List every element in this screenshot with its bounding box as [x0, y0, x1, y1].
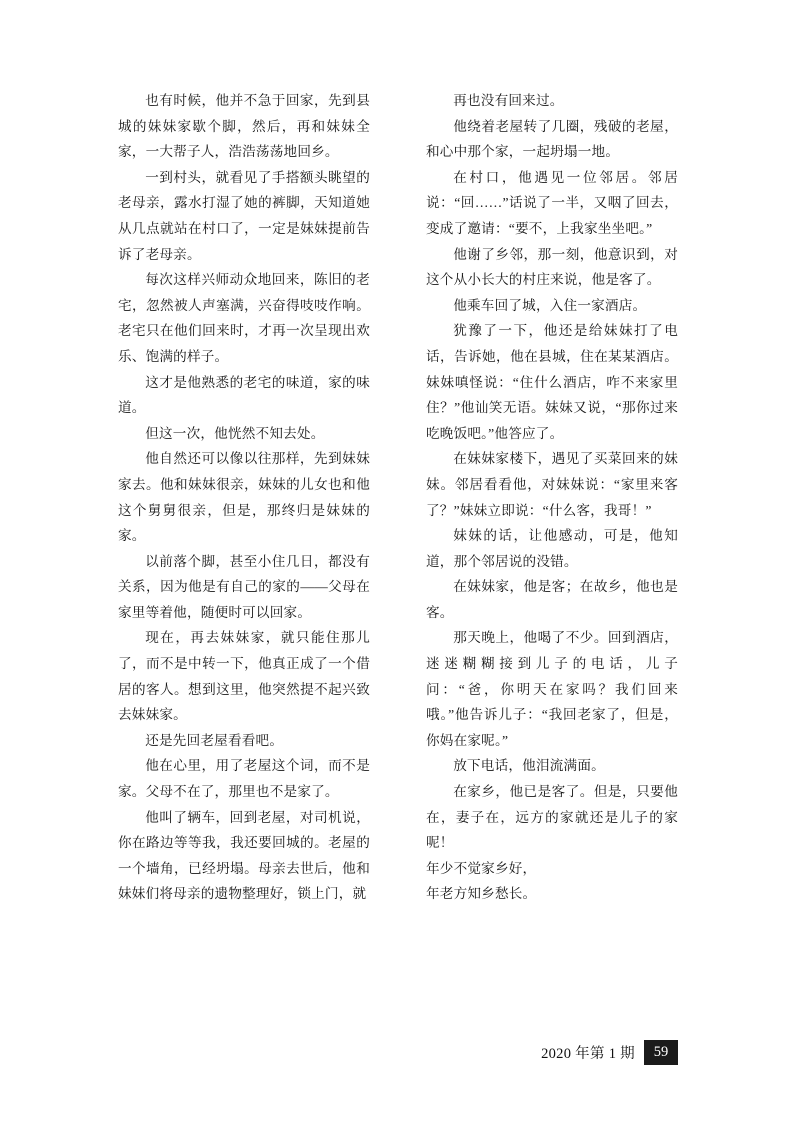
paragraph: 那天晚上，他喝了不少。回到酒店，迷迷糊糊接到儿子的电话，儿子问：“爸，你明天在家吗？我们回来哦。”他告诉儿子：“我回老家了，但是，你妈在家呢。”: [426, 630, 678, 748]
paragraph: 他绕着老屋转了几圈，残破的老屋，和心中那个家，一起坍塌一地。: [426, 118, 678, 160]
paragraph: 也有时候，他并不急于回家，先到县城的妹妹家歇个脚，然后，再和妹妹全家，一大帮子人，浩浩荡荡地回乡。: [118, 93, 370, 160]
paragraph: 他乘车回了城，入住一家酒店。: [453, 297, 647, 313]
paragraph: 在妹妹家，他是客；在故乡，他也是客。: [426, 579, 678, 620]
right-column: [426, 88, 678, 907]
paragraph: 在村口，他遇见一位邻居。邻居说：“回……”话说了一半，又咽了回去，变成了邀请：“要不，上我家坐坐吧。”: [426, 169, 678, 236]
article-body: [118, 88, 678, 907]
paragraph: 他谢了乡邻，那一刻，他意识到，对这个从小长大的村庄来说，他是客了。: [426, 246, 678, 288]
paragraph: 但这一次，他恍然不知去处。: [145, 425, 325, 441]
closing-line: 年老方知乡愁长。: [426, 886, 537, 902]
paragraph: 在妹妹家楼下，遇见了买菜回来的妹妹。邻居看看他，对妹妹说：“家里来客了？”妹妹立即说：“什么客，我哥！”: [426, 451, 678, 518]
paragraph: 放下电话，他泪流满面。: [453, 758, 605, 774]
paragraph: 再也没有回来过。: [453, 93, 564, 108]
paragraph: 在家乡，他已是客了。但是，只要他在，妻子在，远方的家就还是儿子的家呢！: [426, 784, 678, 851]
paragraph: 这才是他熟悉的老宅的味道，家的味道。: [118, 374, 370, 416]
paragraph: 犹豫了一下，他还是给妹妹打了电话，告诉她，他在县城，住在某某酒店。妹妹嗔怪说：“住什么酒店，咋不来家里住？”他讪笑无语。妹妹又说，“那你过来吃晚饭吧。”他答应了。: [426, 323, 678, 441]
paragraph: 他在心里，用了老屋这个词，而不是家。父母不在了，那里也不是家了。: [118, 758, 370, 800]
paragraph: 每次这样兴师动众地回来，陈旧的老宅，忽然被人声塞满，兴奋得吱吱作响。老宅只在他们回来时，才再一次呈现出欢乐、饱满的样子。: [118, 272, 370, 364]
paragraph: 他自然还可以像以往那样，先到妹妹家去。他和妹妹很亲，妹妹的儿女也和他这个舅舅很亲，但是，那终归是妹妹的家。: [118, 451, 370, 544]
paragraph: 一到村头，就看见了手搭额头眺望的老母亲，露水打湿了她的裤脚，天知道她从几点就站在村口了，一定是妹妹提前告诉了老母亲。: [118, 169, 370, 262]
page-number: 59: [644, 1040, 678, 1065]
page-footer: [541, 1039, 678, 1065]
issue-label: 2020 年第 1 期: [541, 1045, 635, 1062]
left-column: [118, 88, 370, 907]
paragraph: 现在，再去妹妹家，就只能住那儿了，而不是中转一下，他真正成了一个借居的客人。想到这里，他突然提不起兴致去妹妹家。: [118, 630, 370, 723]
paragraph: 还是先回老屋看看吧。: [145, 732, 284, 748]
paragraph: 以前落个脚，甚至小住几日，都没有关系，因为他是有自己的家的——父母在家里等着他，随便时可以回家。: [118, 553, 370, 620]
closing-line: 年少不觉家乡好，: [426, 860, 537, 876]
paragraph: 他叫了辆车，回到老屋，对司机说，你在路边等等我，我还要回城的。老屋的一个墙角，已经坍塌。母亲去世后，他和妹妹们将母亲的遗物整理好，锁上门，就: [118, 809, 370, 902]
paragraph: 妹妹的话，让他感动，可是，他知道，那个邻居说的没错。: [426, 528, 678, 569]
